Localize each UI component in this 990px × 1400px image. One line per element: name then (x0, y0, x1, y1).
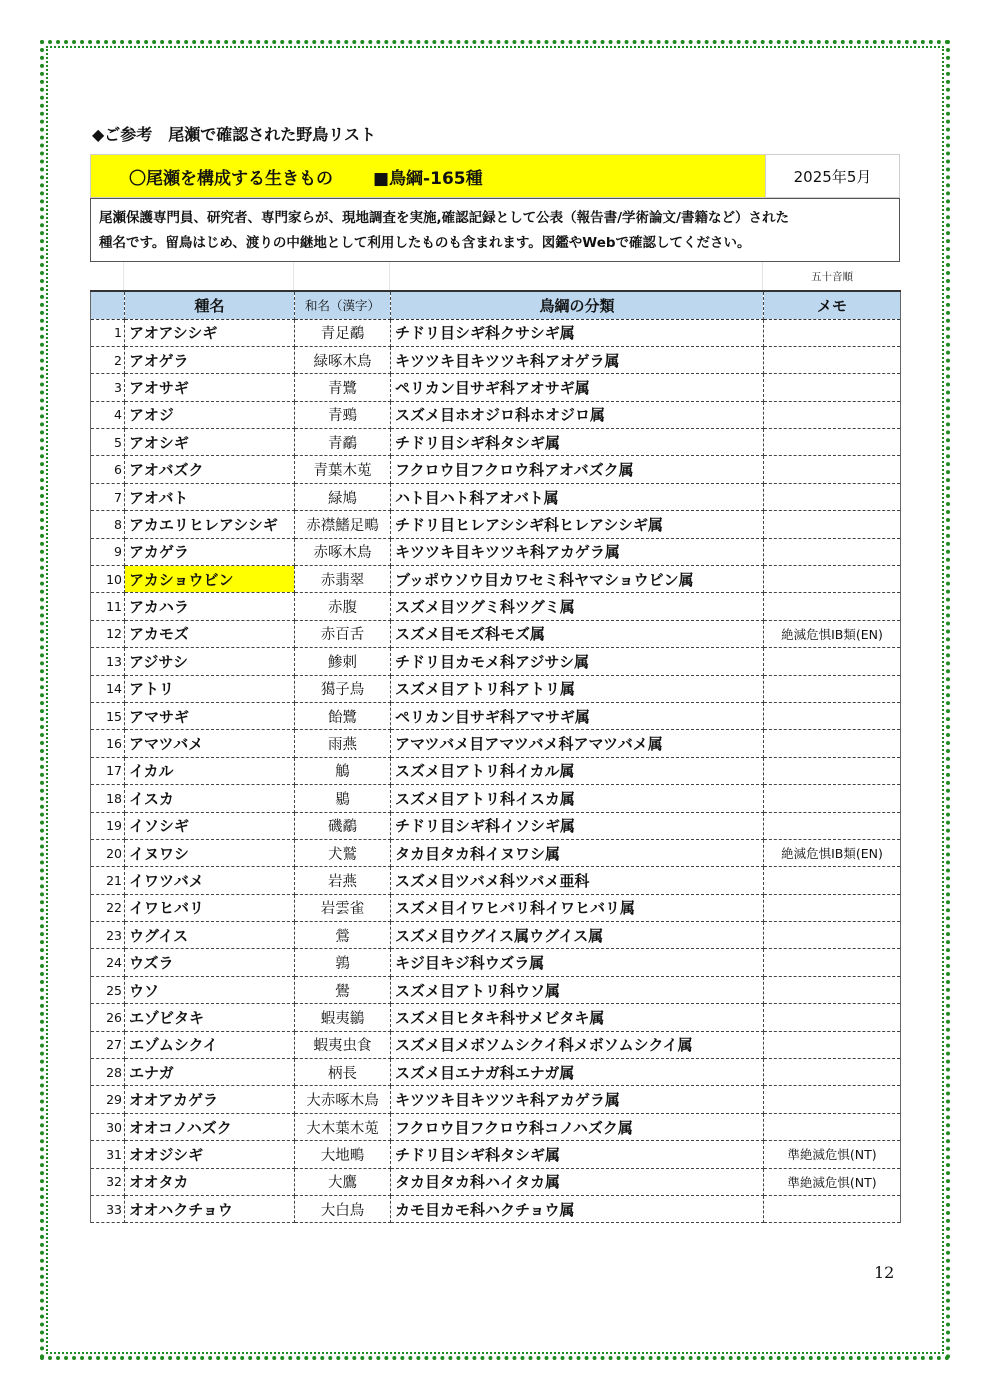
note-line-2: 種名です。留鳥はじめ、渡りの中継地として利用したものも含まれます。図鑑やWebで確認してください。 (99, 235, 751, 251)
classification: スズメ目アトリ科ウソ属 (391, 976, 764, 1003)
species-name: アカショウビン (125, 566, 295, 593)
memo (764, 593, 901, 620)
row-number: 24 (91, 949, 125, 976)
table-row (91, 456, 901, 483)
row-number: 23 (91, 922, 125, 949)
kanji-name: 大白鳥 (295, 1196, 391, 1223)
row-number: 16 (91, 730, 125, 757)
species-name: アオゲラ (125, 346, 295, 373)
header-class: 鳥綱の分類 (391, 291, 764, 319)
table-row (91, 675, 901, 702)
memo (764, 1113, 901, 1140)
classification: スズメ目モズ科モズ属 (391, 620, 764, 647)
species-name: オオコノハズク (125, 1113, 295, 1140)
memo: 準絶滅危惧(NT) (764, 1168, 901, 1195)
memo (764, 922, 901, 949)
table-row (91, 1168, 901, 1195)
kanji-name: 青葉木莵 (295, 456, 391, 483)
row-number: 8 (91, 511, 125, 538)
table-row (91, 1031, 901, 1058)
page-heading: ◆ご参考 尾瀬で確認された野鳥リスト (92, 125, 376, 144)
kanji-name: 緑鳩 (295, 483, 391, 510)
classification: スズメ目アトリ科イスカ属 (391, 785, 764, 812)
note-box (90, 198, 900, 262)
row-number: 20 (91, 839, 125, 866)
classification: チドリ目カモメ科アジサシ属 (391, 648, 764, 675)
species-name: オオタカ (125, 1168, 295, 1195)
row-number: 25 (91, 976, 125, 1003)
species-name: エゾビタキ (125, 1004, 295, 1031)
row-number: 21 (91, 867, 125, 894)
classification: アマツバメ目アマツバメ科アマツバメ属 (391, 730, 764, 757)
memo (764, 785, 901, 812)
kanji-name: 青足鷸 (295, 319, 391, 346)
row-number: 14 (91, 675, 125, 702)
kanji-name: 大鷹 (295, 1168, 391, 1195)
row-number: 10 (91, 566, 125, 593)
row-number: 11 (91, 593, 125, 620)
table-row (91, 1113, 901, 1140)
classification: チドリ目シギ科タシギ属 (391, 429, 764, 456)
sort-order-label: 五十音順 (762, 262, 901, 290)
memo: 絶滅危惧ⅠB類(EN) (764, 620, 901, 647)
table-row (91, 620, 901, 647)
memo (764, 401, 901, 428)
table-body (91, 319, 901, 1223)
row-number: 5 (91, 429, 125, 456)
classification: スズメ目アトリ科イカル属 (391, 757, 764, 784)
kanji-name: 岩燕 (295, 867, 391, 894)
row-number: 7 (91, 483, 125, 510)
classification: キツツキ目キツツキ科アオゲラ属 (391, 346, 764, 373)
classification: キジ目キジ科ウズラ属 (391, 949, 764, 976)
table-row (91, 566, 901, 593)
memo (764, 456, 901, 483)
table-row (91, 429, 901, 456)
classification: ペリカン目サギ科アオサギ属 (391, 374, 764, 401)
species-name: オオジシギ (125, 1141, 295, 1168)
kanji-name: 鵤 (295, 757, 391, 784)
row-number: 26 (91, 1004, 125, 1031)
banner-date: 2025年5月 (765, 155, 899, 197)
table-row (91, 812, 901, 839)
table-row (91, 1086, 901, 1113)
memo (764, 812, 901, 839)
kanji-name: 飴鷺 (295, 702, 391, 729)
row-number: 22 (91, 894, 125, 921)
kanji-name: 鯵刺 (295, 648, 391, 675)
kanji-name: 緑啄木鳥 (295, 346, 391, 373)
species-name: ウソ (125, 976, 295, 1003)
memo (764, 566, 901, 593)
title-banner (90, 154, 900, 198)
species-name: ウグイス (125, 922, 295, 949)
row-number: 12 (91, 620, 125, 647)
classification: キツツキ目キツツキ科アカゲラ属 (391, 538, 764, 565)
row-number: 31 (91, 1141, 125, 1168)
table-row (91, 319, 901, 346)
kanji-name: 大地鴫 (295, 1141, 391, 1168)
classification: スズメ目ヒタキ科サメビタキ属 (391, 1004, 764, 1031)
memo (764, 429, 901, 456)
table-row (91, 785, 901, 812)
species-name: エナガ (125, 1059, 295, 1086)
species-name: アカハラ (125, 593, 295, 620)
species-name: エゾムシクイ (125, 1031, 295, 1058)
memo: 準絶滅危惧(NT) (764, 1141, 901, 1168)
memo (764, 319, 901, 346)
memo (764, 757, 901, 784)
table-row (91, 374, 901, 401)
memo (764, 538, 901, 565)
table-row (91, 346, 901, 373)
species-name: イヌワシ (125, 839, 295, 866)
classification: チドリ目シギ科クサシギ属 (391, 319, 764, 346)
banner-right-text: ■鳥綱-165種 (373, 168, 483, 189)
table-row (91, 976, 901, 1003)
row-number: 4 (91, 401, 125, 428)
species-name: イワヒバリ (125, 894, 295, 921)
memo (764, 346, 901, 373)
classification: チドリ目シギ科イソシギ属 (391, 812, 764, 839)
species-name: アオバズク (125, 456, 295, 483)
classification: ハト目ハト科アオバト属 (391, 483, 764, 510)
classification: スズメ目ツバメ科ツバメ亜科 (391, 867, 764, 894)
memo (764, 511, 901, 538)
species-name: イスカ (125, 785, 295, 812)
table-row (91, 648, 901, 675)
kanji-name: 赤翡翠 (295, 566, 391, 593)
species-name: アトリ (125, 675, 295, 702)
kanji-name: 柄長 (295, 1059, 391, 1086)
species-name: アジサシ (125, 648, 295, 675)
species-name: アカモズ (125, 620, 295, 647)
memo: 絶滅危惧ⅠB類(EN) (764, 839, 901, 866)
table-row (91, 538, 901, 565)
classification: スズメ目アトリ科アトリ属 (391, 675, 764, 702)
memo (764, 1004, 901, 1031)
classification: スズメ目ウグイス属ウグイス属 (391, 922, 764, 949)
classification: スズメ目メボソムシクイ科メボソムシクイ属 (391, 1031, 764, 1058)
memo (764, 894, 901, 921)
kanji-name: 蝦夷鶲 (295, 1004, 391, 1031)
row-number: 28 (91, 1059, 125, 1086)
species-name: イソシギ (125, 812, 295, 839)
kanji-name: 鶉 (295, 949, 391, 976)
row-number: 18 (91, 785, 125, 812)
table-row (91, 867, 901, 894)
row-number: 33 (91, 1196, 125, 1223)
memo (764, 867, 901, 894)
kanji-name: 青鷺 (295, 374, 391, 401)
classification: フクロウ目フクロウ科アオバズク属 (391, 456, 764, 483)
species-name: イワツバメ (125, 867, 295, 894)
species-name: アオアシシギ (125, 319, 295, 346)
row-number: 6 (91, 456, 125, 483)
species-name: オオハクチョウ (125, 1196, 295, 1223)
row-number: 32 (91, 1168, 125, 1195)
kanji-name: 大赤啄木鳥 (295, 1086, 391, 1113)
table-row (91, 1196, 901, 1223)
classification: タカ目タカ科イヌワシ属 (391, 839, 764, 866)
memo (764, 483, 901, 510)
kanji-name: 雨燕 (295, 730, 391, 757)
memo (764, 730, 901, 757)
kanji-name: 鶍 (295, 785, 391, 812)
row-number: 29 (91, 1086, 125, 1113)
classification: チドリ目ヒレアシシギ科ヒレアシシギ属 (391, 511, 764, 538)
memo (764, 675, 901, 702)
memo (764, 1196, 901, 1223)
row-number: 15 (91, 702, 125, 729)
classification: スズメ目ホオジロ科ホオジロ属 (391, 401, 764, 428)
species-name: アカエリヒレアシシギ (125, 511, 295, 538)
header-no (91, 291, 125, 319)
kanji-name: 赤腹 (295, 593, 391, 620)
classification: スズメ目エナガ科エナガ属 (391, 1059, 764, 1086)
row-number: 13 (91, 648, 125, 675)
species-name: アオバト (125, 483, 295, 510)
kanji-name: 磯鷸 (295, 812, 391, 839)
kanji-name: 青鷸 (295, 429, 391, 456)
table-row (91, 894, 901, 921)
kanji-name: 鷽 (295, 976, 391, 1003)
spacer-row (90, 262, 762, 290)
table-row (91, 757, 901, 784)
memo (764, 1086, 901, 1113)
memo (764, 702, 901, 729)
table-row (91, 401, 901, 428)
kanji-name: 蝦夷虫食 (295, 1031, 391, 1058)
kanji-name: 大木葉木莵 (295, 1113, 391, 1140)
row-number: 19 (91, 812, 125, 839)
banner-title (91, 155, 765, 197)
page-number: 12 (874, 1263, 895, 1282)
classification: スズメ目ツグミ科ツグミ属 (391, 593, 764, 620)
kanji-name: 鶯 (295, 922, 391, 949)
memo (764, 374, 901, 401)
classification: ペリカン目サギ科アマサギ属 (391, 702, 764, 729)
row-number: 1 (91, 319, 125, 346)
memo (764, 949, 901, 976)
species-name: アオジ (125, 401, 295, 428)
species-name: アカゲラ (125, 538, 295, 565)
bird-table (90, 290, 901, 1223)
species-name: アオサギ (125, 374, 295, 401)
table-row (91, 511, 901, 538)
memo (764, 1059, 901, 1086)
row-number: 3 (91, 374, 125, 401)
row-number: 17 (91, 757, 125, 784)
classification: スズメ目イワヒバリ科イワヒバリ属 (391, 894, 764, 921)
table-row (91, 593, 901, 620)
species-name: アマツバメ (125, 730, 295, 757)
table-row (91, 949, 901, 976)
classification: フクロウ目フクロウ科コノハズク属 (391, 1113, 764, 1140)
classification: カモ目カモ科ハクチョウ属 (391, 1196, 764, 1223)
kanji-name: 岩雲雀 (295, 894, 391, 921)
row-number: 9 (91, 538, 125, 565)
memo (764, 1031, 901, 1058)
memo (764, 648, 901, 675)
kanji-name: 赤襟鰭足鴫 (295, 511, 391, 538)
memo (764, 976, 901, 1003)
table-row (91, 1059, 901, 1086)
row-number: 30 (91, 1113, 125, 1140)
classification: タカ目タカ科ハイタカ属 (391, 1168, 764, 1195)
table-row (91, 702, 901, 729)
kanji-name: 犬鷲 (295, 839, 391, 866)
classification: ブッポウソウ目カワセミ科ヤマショウビン属 (391, 566, 764, 593)
kanji-name: 獦子鳥 (295, 675, 391, 702)
species-name: イカル (125, 757, 295, 784)
header-kanji: 和名（漢字） (295, 291, 391, 319)
row-number: 2 (91, 346, 125, 373)
table-row (91, 730, 901, 757)
banner-left-text: 〇尾瀬を構成する生きもの (129, 168, 333, 189)
kanji-name: 青鵐 (295, 401, 391, 428)
header-memo: メモ (764, 291, 901, 319)
species-name: アマサギ (125, 702, 295, 729)
table-row (91, 839, 901, 866)
note-line-1: 尾瀬保護専門員、研究者、専門家らが、現地調査を実施,確認記録として公表（報告書/学術論文/書籍など）された (99, 210, 789, 226)
species-name: アオシギ (125, 429, 295, 456)
kanji-name: 赤百舌 (295, 620, 391, 647)
species-name: ウズラ (125, 949, 295, 976)
classification: チドリ目シギ科タシギ属 (391, 1141, 764, 1168)
table-row (91, 483, 901, 510)
kanji-name: 赤啄木鳥 (295, 538, 391, 565)
table-row (91, 922, 901, 949)
table-row (91, 1141, 901, 1168)
row-number: 27 (91, 1031, 125, 1058)
table-row (91, 1004, 901, 1031)
table-header-row (91, 291, 901, 319)
header-name: 種名 (125, 291, 295, 319)
species-name: オオアカゲラ (125, 1086, 295, 1113)
classification: キツツキ目キツツキ科アカゲラ属 (391, 1086, 764, 1113)
